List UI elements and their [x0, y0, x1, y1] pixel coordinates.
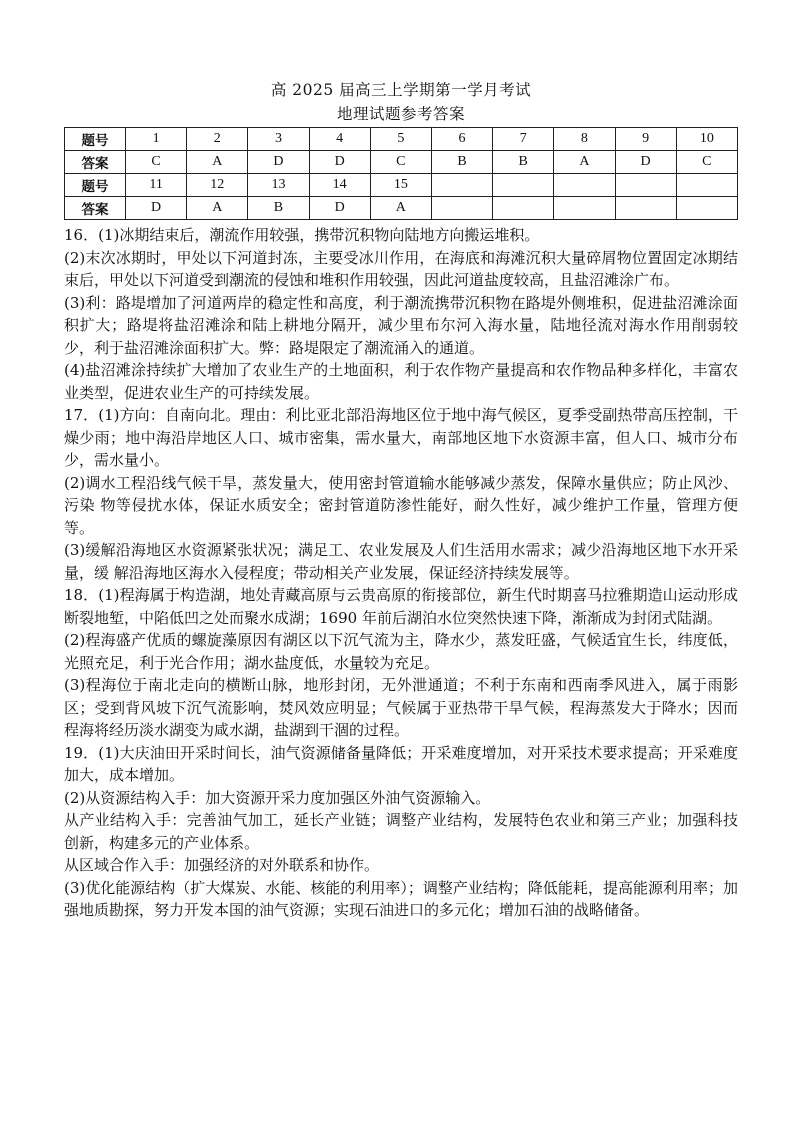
answer-cell: D	[309, 151, 370, 174]
answer-cell: B	[493, 151, 554, 174]
question-number-cell: 2	[187, 128, 248, 151]
answer-cell: C	[676, 151, 737, 174]
answer-paragraph: (3)缓解沿海地区水资源紧张状况；满足工、农业发展及人们生活用水需求；减少沿海地区地下水开采量，缓 解沿海地区海水入侵程度；带动相关产业发展，保证经济持续发展等。	[64, 541, 738, 582]
answer-row-label: 答案	[65, 151, 126, 174]
answer-paragraph: (2)末次冰期时，甲处以下河道封冻，主要受冰川作用，在海底和海滩沉积大量碎屑物位置固定冰期结束后，甲处以下河道受到潮流的侵蚀和堆积作用较强，因此河道盐度较高，且盐沼滩涂广布。	[64, 248, 738, 289]
exam-subtitle: 地理试题参考答案	[336, 105, 465, 123]
question-number-cell: 12	[187, 174, 248, 197]
exam-title: 高 2025 届高三上学期第一学月考试	[270, 81, 532, 99]
answer-cell: A	[370, 197, 431, 220]
answer-cell: D	[615, 151, 676, 174]
answer-cell: C	[126, 151, 187, 174]
answer-row	[65, 197, 738, 220]
answer-paragraph: 从产业结构入手：完善油气加工，延长产业链；调整产业结构，发展特色农业和第三产业；加强科技创新，构建多元的产业体系。	[64, 811, 738, 852]
question-number-cell: 11	[126, 174, 187, 197]
question-number-cell	[493, 174, 554, 197]
question-number-cell: 9	[615, 128, 676, 151]
answer-cell: A	[187, 151, 248, 174]
answer-paragraph: (3)程海位于南北走向的横断山脉，地形封闭，无外泄通道；不利于东南和西南季风进入，属于雨影区；受到背风坡下沉气流影响，焚风效应明显；气候属于亚热带干旱气候，程海蒸发大于降水；因而程海将经历淡水湖变为咸水湖，盐湖到干涸的过程。	[64, 676, 738, 739]
answer-cell: A	[554, 151, 615, 174]
question-number-cell: 5	[370, 128, 431, 151]
question-number-cell: 14	[309, 174, 370, 197]
answer-cell: D	[309, 197, 370, 220]
answer-row	[65, 151, 738, 174]
answer-paragraph: (2)调水工程沿线气候干旱，蒸发量大，使用密封管道输水能够减少蒸发，保障水量供应；防止风沙、污染 物等侵扰水体，保证水质安全；密封管道防渗性能好，耐久性好，减少维护工作量，管理方便等。	[64, 473, 738, 537]
answer-cell	[615, 197, 676, 220]
answer-cell: D	[248, 151, 309, 174]
question-number-cell: 3	[248, 128, 309, 151]
answer-cell: C	[370, 151, 431, 174]
answer-paragraph: (3)利：路堤增加了河道两岸的稳定性和高度，利于潮流携带沉积物在路堤外侧堆积，促进盐沼滩涂面积扩大；路堤将盐沼滩涂和陆上耕地分隔开，减少里布尔河入海水量，陆地径流对海水作用削弱较少，利于盐沼滩涂面积扩大。弊：路堤限定了潮流涌入的通道。	[64, 293, 738, 357]
question-number-cell: 8	[554, 128, 615, 151]
answer-explanations	[64, 224, 738, 922]
question-row-label: 题号	[65, 174, 126, 197]
answer-paragraph: (3)优化能源结构（扩大煤炭、水能、核能的利用率）；调整产业结构；降低能耗，提高能源利用率；加强地质勘探，努力开发本国的油气资源；实现石油进口的多元化；增加石油的战略储备。	[64, 878, 738, 919]
answer-cell	[431, 197, 492, 220]
question-number-cell: 4	[309, 128, 370, 151]
answer-paragraph: 从区域合作入手：加强经济的对外联系和协作。	[64, 856, 380, 874]
answer-paragraph: (2)从资源结构入手：加大资源开采力度加强区外油气资源输入。	[64, 788, 491, 807]
answer-paragraph: 17．(1)方向：自南向北。理由：利比亚北部沿海地区位于地中海气候区，夏季受副热带高压控制，干燥少雨；地中海沿岸地区人口、城市密集，需水量大，南部地区地下水资源丰富，但人口、城市分布少，需水量小。	[64, 406, 738, 469]
question-number-cell	[431, 174, 492, 197]
question-number-cell	[554, 174, 615, 197]
answer-document	[64, 78, 738, 922]
question-number-cell: 1	[126, 128, 187, 151]
question-number-cell	[615, 174, 676, 197]
answer-paragraph: 16．(1)冰期结束后，潮流作用较强，携带沉积物向陆地方向搬运堆积。	[64, 226, 540, 244]
answer-row-label: 答案	[65, 197, 126, 220]
question-number-cell: 10	[676, 128, 737, 151]
question-number-cell: 7	[493, 128, 554, 151]
question-number-row	[65, 174, 738, 197]
answer-cell: B	[248, 197, 309, 220]
question-number-cell: 15	[370, 174, 431, 197]
question-number-row	[65, 128, 738, 151]
answer-paragraph: 18．(1)程海属于构造湖，地处青藏高原与云贵高原的衔接部位，新生代时期喜马拉雅期造山运动形成断裂地堑，中陷低凹之处而聚水成湖；1690 年前后湖泊水位突然快速下降，渐渐成为封闭式陆湖。	[64, 586, 738, 627]
answer-cell: D	[126, 197, 187, 220]
question-number-cell: 13	[248, 174, 309, 197]
answer-paragraph: (2)程海盛产优质的螺旋藻原因有湖区以下沉气流为主，降水少，蒸发旺盛，气候适宜生长，纬度低，光照充足，利于光合作用；湖水盐度低，水量较为充足。	[64, 631, 738, 672]
answer-cell: B	[431, 151, 492, 174]
question-row-label: 题号	[65, 128, 126, 151]
question-number-cell	[676, 174, 737, 197]
answer-paragraph: (4)盐沼滩涂持续扩大增加了农业生产的土地面积，利于农作物产量提高和农作物品种多样化，丰富农业类型，促进农业生产的可持续发展。	[64, 361, 738, 402]
answer-cell	[493, 197, 554, 220]
answer-table	[64, 127, 738, 220]
answer-cell: A	[187, 197, 248, 220]
question-number-cell: 6	[431, 128, 492, 151]
answer-paragraph: 19．(1)大庆油田开采时间长，油气资源储备量降低；开采难度增加，对开采技术要求提高；开采难度加大，成本增加。	[64, 743, 738, 784]
answer-cell	[554, 197, 615, 220]
answer-cell	[676, 197, 737, 220]
